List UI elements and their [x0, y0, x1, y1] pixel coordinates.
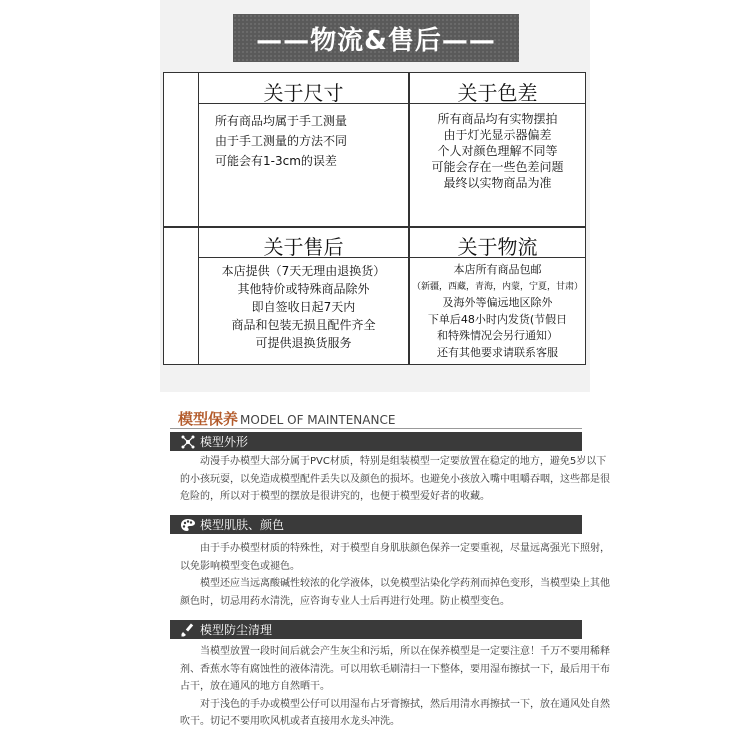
section-text-skin-color: [180, 540, 610, 610]
aftersale-box-text: [199, 262, 408, 352]
text-line: 可能会存在一些色差问题: [431, 160, 564, 174]
section-bar-dust-cleaning: [170, 620, 582, 639]
text-line: 可能会有1-3cm的误差: [215, 154, 337, 168]
color-box-text: [410, 111, 585, 191]
text-line: 剂、香蕉水等有腐蚀性的液体清洗。可以用软毛刷清扫一下整体，要用湿布擦拭一下，最后用干布: [180, 663, 610, 675]
text-line: 当模型放置一段时间后就会产生灰尘和污垢，所以在保养模型是一定要注意！千万不要用稀释: [200, 646, 610, 657]
text-line: 以免影响模型变色或褪色。: [180, 560, 300, 572]
logistics-banner: [233, 14, 519, 62]
text-line: 由于手办模型材质的特殊性，对于模型自身肌肤颜色保养一定要重视，尽量远离强光下照射，: [200, 543, 610, 554]
grid-side-cell-top: [163, 72, 199, 227]
palette-icon: [180, 517, 196, 533]
size-box-title: 关于尺寸: [263, 81, 344, 105]
text-line: 危险的，所以对于模型的摆放是很讲究的，也便于模型爱好者的收藏。: [180, 491, 490, 502]
text-line: 所有商品均有实物摆拍: [437, 112, 558, 126]
divider: [410, 257, 585, 258]
section-title: 模型肌肤、颜色: [200, 518, 285, 532]
grid-side-cell-bottom: [163, 227, 199, 365]
heading-underline: [170, 428, 582, 429]
section-title: 模型防尘清理: [200, 623, 273, 637]
size-box-text: [199, 111, 408, 171]
text-line: 商品和包装无损且配件齐全: [231, 318, 376, 332]
divider: [199, 103, 408, 104]
text-line: 即自签收日起7天内: [251, 300, 356, 314]
maintenance-title-en: MODEL OF MAINTENANCE: [240, 413, 396, 427]
text-line: 个人对颜色理解不同等: [437, 144, 558, 158]
text-line: 下单后48小时内发货(节假日: [427, 312, 568, 326]
text-line: 可提供退换货服务: [255, 336, 352, 350]
text-line: 由于灯光显示器偏差: [443, 128, 552, 142]
size-info-box: [198, 72, 409, 227]
brush-icon: [180, 622, 196, 638]
color-box-title: 关于色差: [457, 81, 538, 105]
text-line: 对于浅色的手办或模型公仔可以用湿布占牙膏擦拭，然后用清水再擦拭一下，放在通风处自然: [200, 698, 610, 710]
text-line: 动漫手办模型大部分属于PVC材质，特别是组装模型一定要放置在稳定的地方，避免5岁以下: [200, 456, 607, 467]
text-line: 其他特价或特殊商品除外: [237, 282, 370, 296]
section-text-shape: [180, 453, 610, 506]
text-line: 所有商品均属于手工测量: [215, 114, 348, 128]
divider: [199, 257, 408, 258]
text-line: 及海外等偏远地区除外: [442, 296, 553, 309]
aftersale-info-box: [198, 227, 409, 365]
network-icon: [180, 434, 196, 450]
text-line: 颜色时，切忌用药水清洗，应咨询专业人士后再进行处理。防止模型变色。: [180, 595, 510, 607]
maintenance-title-cn: 模型保养: [178, 410, 239, 428]
text-line: 模型还应当远离酸碱性较浓的化学液体，以免模型沾染化学药剂而掉色变形，当模型染上其他: [200, 578, 610, 589]
text-line: 占干，放在通风的地方自然晒干。: [180, 681, 330, 692]
text-line: 还有其他要求请联系客服: [437, 345, 558, 359]
section-title: 模型外形: [200, 435, 249, 449]
text-line: 最终以实物商品为准: [443, 176, 552, 190]
logistics-box-title: 关于物流: [457, 235, 538, 259]
section-text-dust-cleaning: [180, 643, 610, 731]
logistics-info-box: [409, 227, 586, 365]
section-bar-shape: [170, 432, 582, 451]
color-info-box: [409, 72, 586, 227]
maintenance-heading: [178, 408, 395, 429]
banner-title: ——物流&售后——: [256, 25, 496, 56]
logistics-box-text: [410, 262, 585, 361]
section-bar-skin-color: [170, 515, 582, 534]
text-line: 和特殊情况会另行通知）: [437, 329, 558, 342]
text-line: 本店提供（7天无理由退换货）: [221, 264, 386, 278]
text-line: 本店所有商品包邮: [453, 263, 542, 276]
text-line: 吹干。切记不要用吹风机或者直接用水龙头冲洗。: [180, 716, 400, 727]
text-line: 由于手工测量的方法不同: [215, 134, 348, 148]
aftersale-box-title: 关于售后: [263, 235, 344, 259]
text-line: 的小孩玩耍，以免造成模型配件丢失以及颜色的损坏。也避免小孩放入嘴中咀嚼吞咽，这些都是很: [180, 473, 610, 485]
divider: [410, 103, 585, 104]
text-line: （新疆，西藏，青海，内蒙，宁夏，甘肃）: [411, 281, 583, 292]
